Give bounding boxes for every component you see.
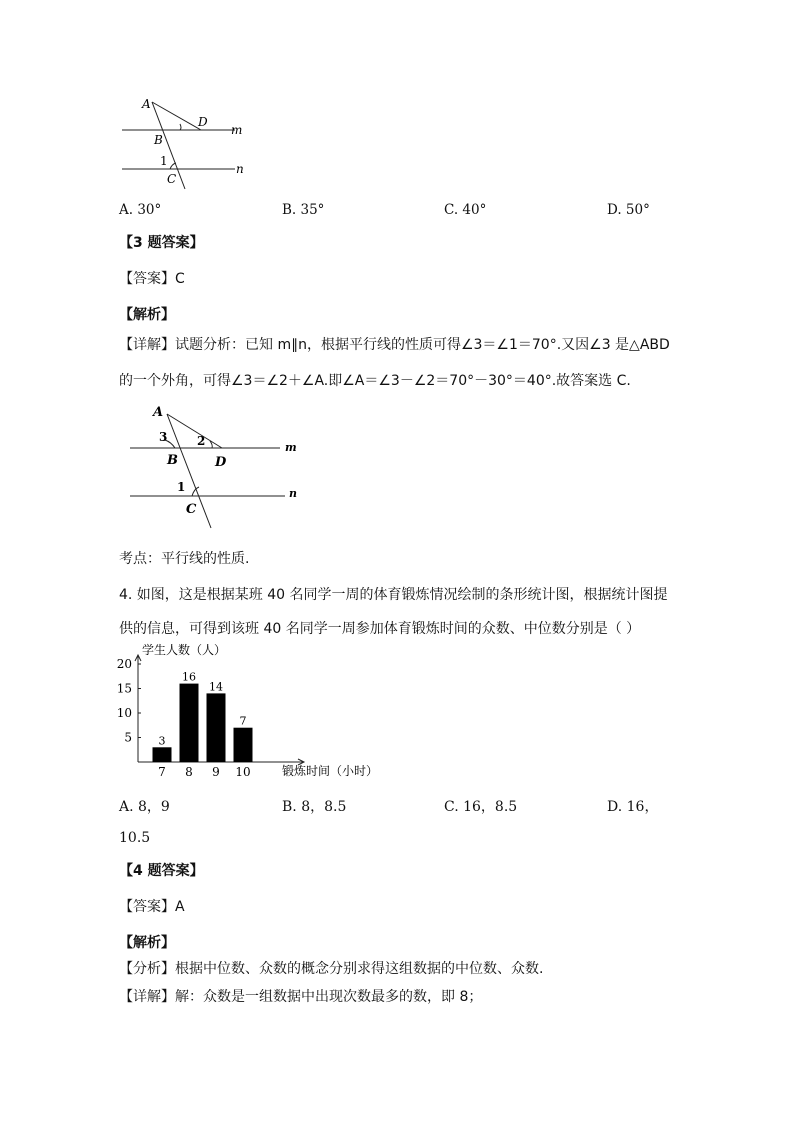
label-a: A (142, 97, 151, 111)
q3-option-c: C. 40° (444, 202, 487, 218)
q4-option-d-wrap: 10.5 (119, 830, 151, 846)
label-b: B (167, 453, 178, 468)
q4-analysis-label: 【解析】 (119, 935, 175, 951)
q4-question-line1: 4. 如图，这是根据某班 40 名同学一周的体育锻炼情况绘制的条形统计图，根据统计图提 (119, 587, 668, 603)
label-2: 2 (197, 434, 206, 448)
q3-detail-line2: 的一个外角，可得∠3＝∠2＋∠A.即∠A＝∠3－∠2＝70°－30°＝40°.故答案选 C. (119, 373, 631, 389)
x-tick-label: 9 (212, 765, 220, 779)
label-b: B (154, 133, 163, 147)
kaodian: 考点：平行线的性质. (119, 551, 250, 567)
q3-heading: 【3 题答案】 (119, 235, 204, 251)
label-1: 1 (160, 154, 168, 168)
q3-option-b: B. 35° (282, 202, 325, 218)
bar-value-label: 3 (158, 734, 166, 748)
label-n: n (236, 162, 244, 176)
bar (153, 747, 172, 762)
label-1: 1 (177, 480, 186, 494)
label-m: m (285, 441, 297, 454)
bar (234, 728, 253, 762)
bar-value-label: 14 (209, 680, 223, 694)
q3-detail-line1: 【详解】试题分析：已知 m∥n，根据平行线的性质可得∠3＝∠1＝70°.又因∠3 是△ABD (119, 337, 670, 353)
q3-analysis-label: 【解析】 (119, 307, 175, 323)
q4-option-d: D. 16， (607, 799, 659, 815)
label-c: C (186, 502, 197, 517)
y-tick-label: 5 (124, 730, 132, 745)
chart-xlabel: 锻炼时间（小时） (282, 764, 379, 778)
angle-arc-d (180, 124, 181, 130)
label-a: A (153, 405, 164, 420)
q4-option-c: C. 16，8.5 (444, 799, 518, 815)
line-ad (167, 414, 222, 448)
q4-answer: 【答案】A (119, 899, 185, 915)
label-d: D (198, 115, 208, 129)
q4-option-a: A. 8，9 (119, 799, 170, 815)
q4-option-b: B. 8，8.5 (282, 799, 347, 815)
q4-heading: 【4 题答案】 (119, 863, 204, 879)
y-tick-label: 15 (116, 681, 132, 696)
bar-chart (110, 640, 400, 785)
bar (180, 684, 199, 762)
label-d: D (215, 455, 227, 470)
q3-option-d: D. 50° (607, 202, 650, 218)
q3-option-a: A. 30° (119, 202, 162, 218)
q4-fenxi: 【分析】根据中位数、众数的概念分别求得这组数据的中位数、众数. (119, 961, 544, 977)
q3-answer: 【答案】C (119, 271, 185, 287)
figure-parallel-lines-top (110, 90, 270, 190)
label-c: C (167, 172, 177, 186)
chart-ylabel: 学生人数（人） (142, 643, 227, 657)
x-tick-label: 10 (235, 765, 251, 779)
q4-question-line2: 供的信息，可得到该班 40 名同学一周参加体育锻炼时间的众数、中位数分别是（ ） (119, 621, 641, 637)
label-3: 3 (159, 430, 168, 444)
q4-detail: 【详解】解：众数是一组数据中出现次数最多的数，即 8； (119, 989, 483, 1005)
y-tick-label: 20 (116, 657, 132, 671)
bar-value-label: 7 (239, 714, 247, 728)
x-tick-label: 8 (185, 765, 193, 779)
x-tick-label: 7 (158, 765, 166, 779)
label-n: n (289, 487, 297, 500)
y-tick-label: 10 (116, 706, 132, 720)
line-ad (152, 102, 201, 130)
figure-parallel-lines-labeled (125, 400, 310, 535)
label-m: m (231, 123, 243, 137)
bar (207, 693, 226, 762)
bar-value-label: 16 (182, 670, 196, 684)
